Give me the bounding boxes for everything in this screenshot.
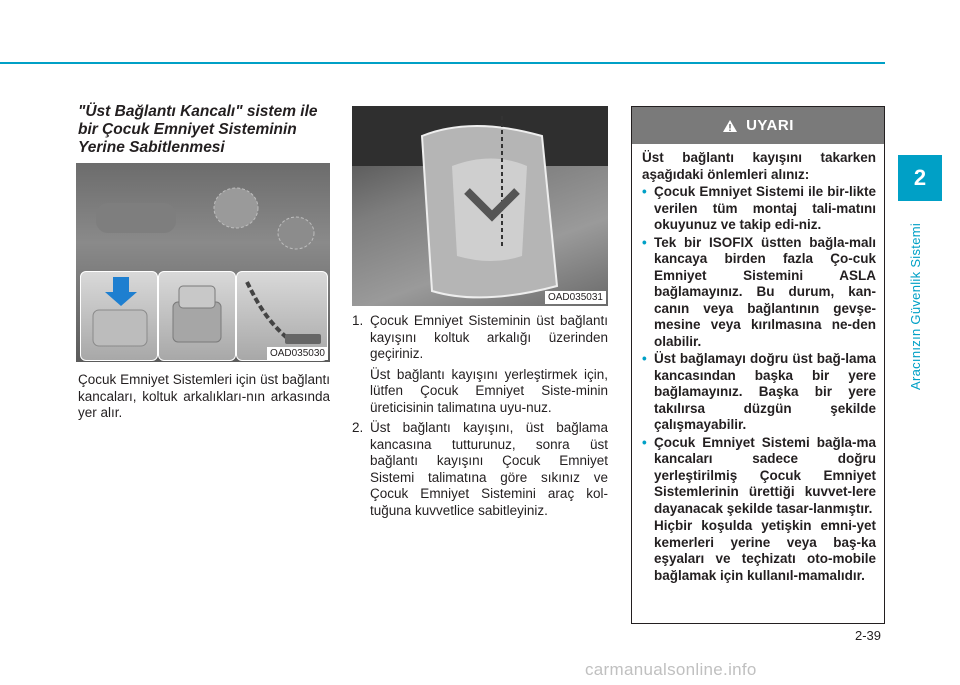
list-item xyxy=(642,435,876,518)
step-note: Üst bağlantı kayışını yerleştirmek için, lütfen Çocuk Emniyet Siste-minin üreticisinin talimatına uyu-nuz. xyxy=(370,366,608,415)
section-heading: "Üst Bağlantı Kancalı" sistem ile bir Çocuk Emniyet Sisteminin Yerine Sabitlenmesi xyxy=(78,103,318,156)
bullet-icon: • xyxy=(642,234,647,250)
warning-title: UYARI xyxy=(746,117,794,134)
figure-code: OAD035031 xyxy=(545,291,606,304)
step-text: Çocuk Emniyet Sisteminin üst bağlantı kayışını koltuk arkalığı üzerinden geçiriniz. xyxy=(370,313,608,361)
chapter-tab[interactable]: 2 xyxy=(898,155,942,201)
anchor-hook-icon xyxy=(159,272,235,360)
step-number: 2. xyxy=(352,420,364,435)
list-item xyxy=(642,184,876,234)
warning-bullet: Üst bağlamayı doğru üst bağ-lama kancasından başka bir yere bağlamayınız. Başka bir yere takılırsa düzgün şekilde çalışmayabilir. xyxy=(654,351,876,432)
list-item xyxy=(352,313,608,363)
warning-closing: Hiçbir koşulda yetişkin emni-yet kemerleri yerine veya baş-ka eşyaları ve teçhizatı oto-mobile bağlamak için kullanıl-mamalıdır. xyxy=(654,518,876,583)
intro-paragraph: Çocuk Emniyet Sistemleri için üst bağlantı kancaları, koltuk arkalıkları-nın arkasında yer alır. xyxy=(78,372,330,420)
child-seat-illustration xyxy=(352,106,608,306)
list-item xyxy=(642,235,876,351)
warning-icon xyxy=(722,119,738,133)
bullet-icon: • xyxy=(642,184,647,199)
steps-list xyxy=(352,313,608,523)
warning-header xyxy=(632,107,884,144)
chapter-title: Aracınızın Güvenlik Sistemi xyxy=(908,222,923,390)
header-rule xyxy=(0,62,885,64)
figure-code: OAD035030 xyxy=(267,347,328,360)
warning-bullet: Tek bir ISOFIX üstten bağla-malı kancaya birden fazla Ço-cuk Emniyet Sistemini ASLA bağlamayınız. Bu durum, kan-canın veya bağlantının gevşe-mesine veya kırılmasına ne-den olabilir. xyxy=(654,234,876,349)
step-text: Üst bağlantı kayışını, üst bağlama kancasına tutturunuz, sonra üst bağlantı kayışını Çocuk Emniyet Sistemi talimatına göre sıkınız ve Çocuk Emniyet Sistemini araç kol-tuğuna kuvvetlice sabitleyiniz. xyxy=(370,420,608,518)
down-arrow-icon xyxy=(81,272,157,360)
warning-intro: Üst bağlantı kayışını takarken aşağıdaki önlemleri alınız: xyxy=(642,150,876,182)
anchor-open-thumbnail xyxy=(158,271,236,361)
warning-closing-row xyxy=(642,518,876,584)
page-number: 2-39 xyxy=(855,628,882,643)
step-number: 1. xyxy=(352,313,364,328)
anchor-location-figure xyxy=(76,163,330,362)
warning-bullet: Çocuk Emniyet Sistemi ile bir-likte verilen tüm montaj tali-matını okuyunuz ve takip edi-niz. xyxy=(654,184,876,232)
list-item xyxy=(352,420,608,519)
bullet-icon: • xyxy=(642,434,647,450)
child-seat-figure xyxy=(352,106,608,306)
anchor-cover-thumbnail xyxy=(80,271,158,361)
warning-bullet: Çocuk Emniyet Sistemi bağla-ma kancaları sadece doğru yerleştirilmiş Çocuk Emniyet Sistemlerinin ürettiği kuvvet-lere dayanacak şekilde tasar-lanmıştır. xyxy=(654,434,876,516)
list-item xyxy=(642,351,876,434)
watermark[interactable]: carmanualsonline.info xyxy=(585,660,757,679)
warning-box xyxy=(631,106,885,624)
bullet-icon: • xyxy=(642,351,647,366)
